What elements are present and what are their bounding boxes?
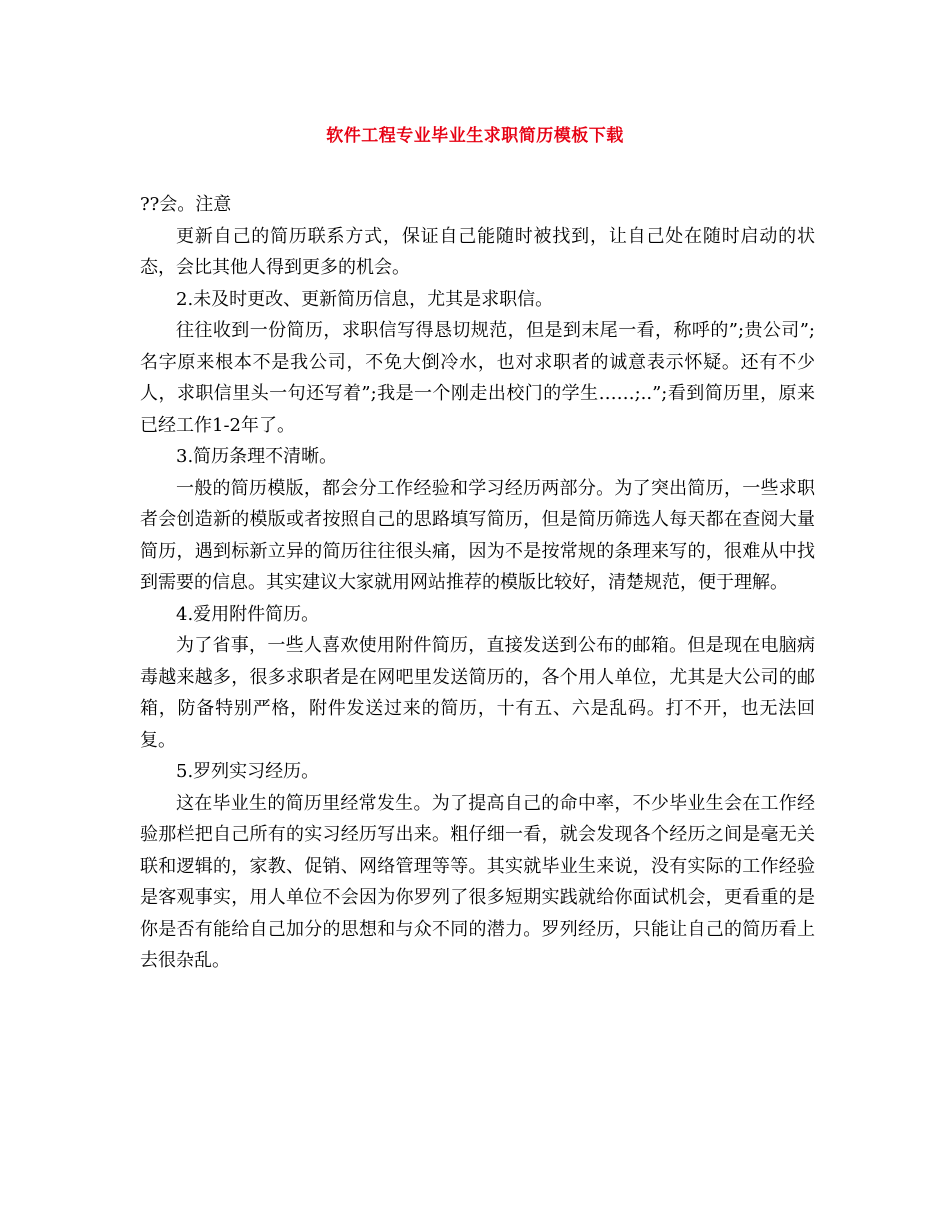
section-heading: 5.罗列实习经历。: [176, 761, 320, 782]
document-title: 软件工程专业毕业生求职简历模板下载: [326, 126, 624, 146]
paragraph: 往往收到一份简历，求职信写得恳切规范，但是到末尾一看，称呼的”;贵公司”;名字原来根本不是我公司，不免大倒冷水，也对求职者的诚意表示怀疑。还有不少人，求职信里头一句还写着”;我是一个刚走出校门的学生……;..”;看到简历里，原来已经工作1-2年了。: [140, 320, 815, 436]
paragraph: 一般的简历模版，都会分工作经验和学习经历两部分。为了突出简历，一些求职者会创造新的模版或者按照自己的思路填写简历，但是简历筛选人每天都在查阅大量简历，遇到标新立异的简历往往很头痛，因为不是按常规的条理来写的，很难从中找到需要的信息。其实建议大家就用网站推荐的模版比较好，清楚规范，便于理解。: [140, 477, 815, 593]
section-heading: 4.爱用附件简历。: [176, 603, 320, 625]
document-body: [140, 189, 815, 977]
section-heading: 2.未及时更改、更新简历信息，尤其是求职信。: [176, 288, 554, 310]
paragraph: 这在毕业生的简历里经常发生。为了提高自己的命中率，不少毕业生会在工作经验那栏把自己所有的实习经历写出来。粗仔细一看，就会发现各个经历之间是毫无关联和逻辑的，家教、促销、网络管理等等。其实就毕业生来说，没有实际的工作经验是客观事实，用人单位不会因为你罗列了很多短期实践就给你面试机会，更看重的是你是否有能给自己加分的思想和与众不同的潜力。罗列经历，只能让自己的简历看上去很杂乱。: [140, 792, 815, 971]
paragraph: 更新自己的简历联系方式，保证自己能随时被找到，让自己处在随时启动的状态，会比其他人得到更多的机会。: [140, 225, 815, 278]
paragraph-fragment: ??会。注意: [140, 194, 232, 215]
paragraph: 为了省事，一些人喜欢使用附件简历，直接发送到公布的邮箱。但是现在电脑病毒越来越多，很多求职者是在网吧里发送简历的，各个用人单位，尤其是大公司的邮箱，防备特别严格，附件发送过来的简历，十有五、六是乱码。打不开，也无法回复。: [140, 635, 815, 751]
section-heading: 3.简历条理不清晰。: [176, 446, 338, 467]
